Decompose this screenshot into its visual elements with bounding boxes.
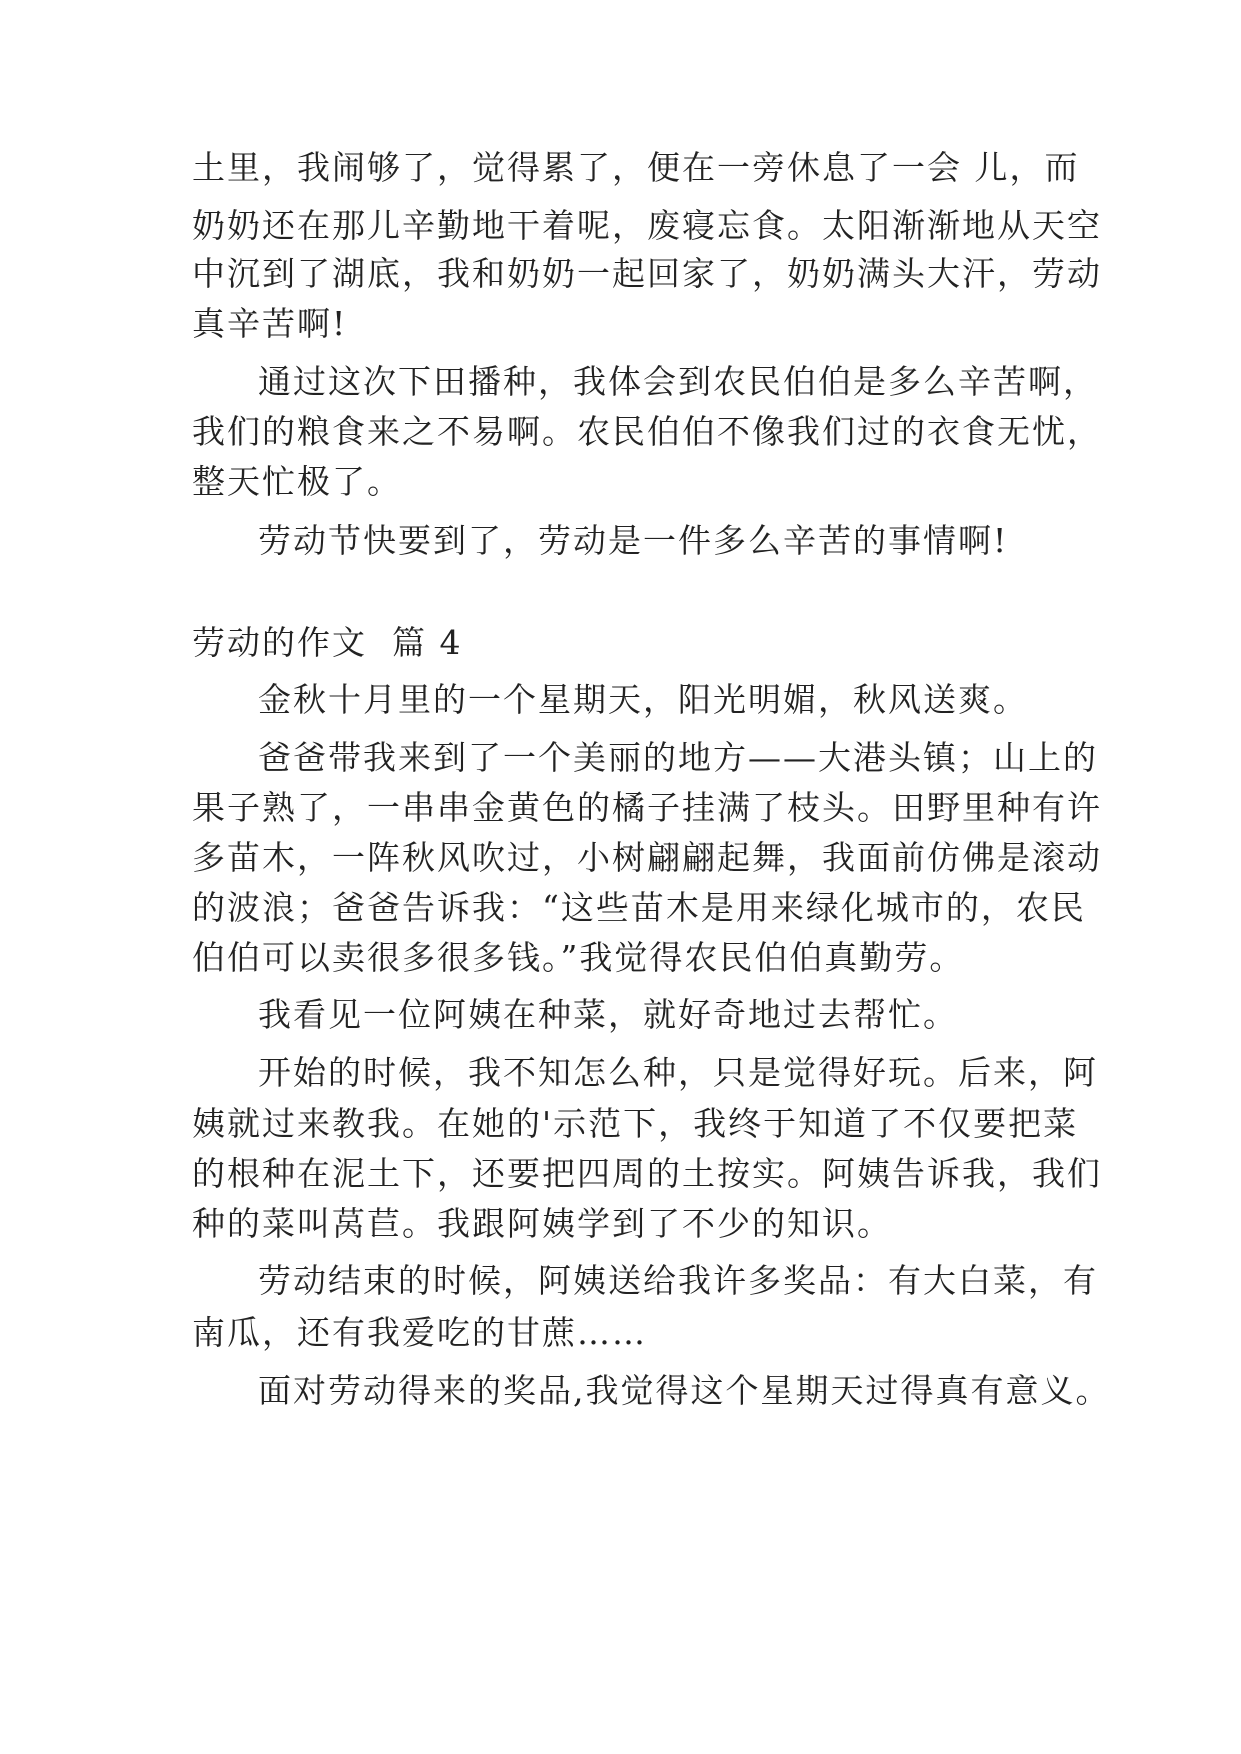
paragraph-line: 真辛苦啊! — [192, 304, 348, 343]
paragraph-line: 伯伯可以卖很多很多钱。”我觉得农民伯伯真勤劳。 — [192, 938, 965, 977]
paragraph-line: 整天忙极了。 — [192, 462, 402, 501]
paragraph-line: 的根种在泥土下，还要把四周的土按实。阿姨告诉我，我们 — [192, 1154, 1102, 1193]
paragraph-line: 金秋十月里的一个星期天，阳光明媚，秋风送爽。 — [258, 680, 1028, 719]
paragraph-line: 中沉到了湖底，我和奶奶一起回家了，奶奶满头大汗，劳动 — [192, 254, 1102, 293]
paragraph-line: 多苗木，一阵秋风吹过，小树翩翩起舞，我面前仿佛是滚动 — [192, 838, 1102, 877]
paragraph-line: 的波浪；爸爸告诉我：“这些苗木是用来绿化城市的，农民 — [192, 888, 1086, 927]
paragraph-line: 土里，我闹够了，觉得累了，便在一旁休息了一会 儿，而 — [192, 148, 1080, 187]
paragraph-line: 爸爸带我来到了一个美丽的地方——大港头镇；山上的 — [258, 738, 1098, 777]
paragraph-line: 劳动节快要到了，劳动是一件多么辛苦的事情啊! — [258, 521, 1009, 560]
paragraph-line: 我们的粮食来之不易啊。农民伯伯不像我们过的衣食无忧， — [192, 412, 1102, 451]
paragraph-line: 劳动结束的时候，阿姨送给我许多奖品：有大白菜，有 — [258, 1261, 1098, 1300]
paragraph-line: 开始的时候，我不知怎么种，只是觉得好玩。后来，阿 — [258, 1053, 1098, 1092]
paragraph-line: 奶奶还在那儿辛勤地干着呢，废寝忘食。太阳渐渐地从天空 — [192, 206, 1102, 245]
paragraph-line: 面对劳动得来的奖品,我觉得这个星期天过得真有意义。 — [258, 1371, 1111, 1410]
section-heading: 劳动的作文 篇 4 — [192, 623, 463, 662]
paragraph-line: 果子熟了，一串串金黄色的橘子挂满了枝头。田野里种有许 — [192, 788, 1102, 827]
paragraph-line: 通过这次下田播种，我体会到农民伯伯是多么辛苦啊， — [258, 362, 1098, 401]
paragraph-line: 南瓜，还有我爱吃的甘蔗…… — [192, 1313, 647, 1352]
paragraph-line: 种的菜叫莴苣。我跟阿姨学到了不少的知识。 — [192, 1204, 892, 1243]
paragraph-line: 姨就过来教我。在她的'示范下，我终于知道了不仅要把菜 — [192, 1104, 1079, 1143]
paragraph-line: 我看见一位阿姨在种菜，就好奇地过去帮忙。 — [258, 995, 958, 1034]
